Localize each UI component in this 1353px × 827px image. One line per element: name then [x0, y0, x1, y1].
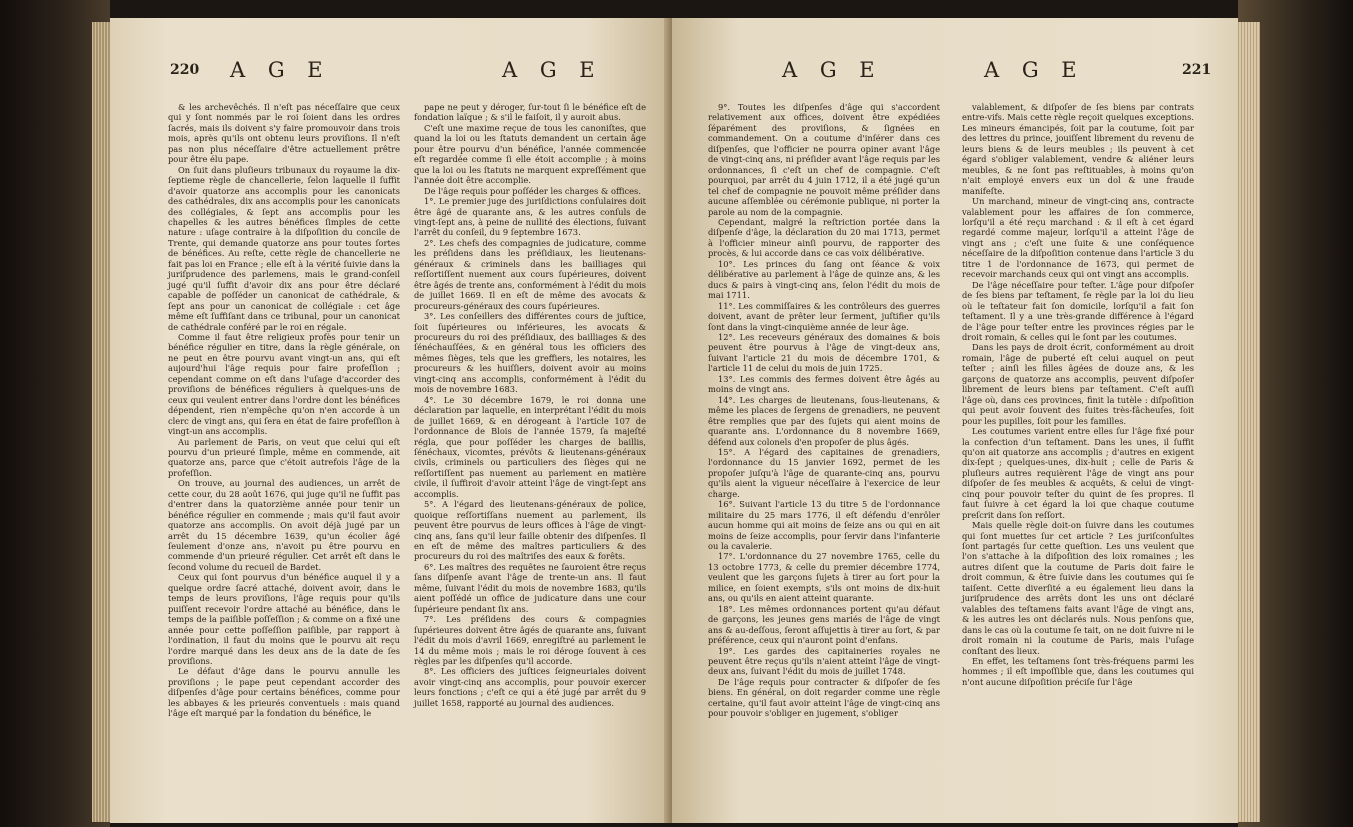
paragraph: pape ne peut y déroger, ſur-tout ſi le bénéfice eſt de fondation laïque ; & s'il le faiſoit, il y auroit abus.	[414, 102, 646, 123]
paragraph: Le défaut d'âge dans le pourvu annulle les proviſions ; le pape peut cependant accorder des diſpenſes d'âge pour certains bénéfices, comme pour les abbayes & les prieurés conventuels : mais quand l'âge eſt marqué par la fondation du bénéfice, le	[168, 666, 400, 719]
running-head: A G E	[230, 58, 331, 82]
paragraph: 10°. Les princes du ſang ont ſéance & voix délibérative au parlement à l'âge de quinze ans, & les ducs & pairs à vingt-cinq ans, ſelon l'édit du mois de mai 1711.	[708, 258, 940, 301]
running-head: A G E	[782, 58, 883, 82]
right-page-header	[672, 58, 1238, 96]
paragraph: valablement, & diſpoſer de ſes biens par contrats entre-vifs. Mais cette règle reçoit quelques exceptions. Les mineurs émancipés, ſoit par la coutume, ſoit par des lettres du prince, jouiſſent librement du revenu de leurs biens & de leurs meubles ; ils peuvent à cet égard s'obliger valablement, vendre & aliéner leurs meubles, & ne ſont pas reſtituables, à moins qu'on n'ait employé envers eux un dol & une fraude manifeſte.	[962, 102, 1194, 196]
paragraph: 9°. Toutes les diſpenſes d'âge qui s'accordent relativement aux offices, doivent être expédiées ſéparément des proviſions, & ſignées en commandement. On a coutume d'inſérer dans ces diſpenſes, que l'officier ne pourra opiner avant l'âge de vingt-cinq ans, ni préſider avant l'âge requis par les ordonnances, ſi c'eſt un chef de compagnie. C'eſt pourquoi, par arrêt du 4 juin 1712, il a été jugé qu'un tel chef de compagnie ne pouvoit même préſider dans aucune aſſemblée ou cérémonie publique, ni porter la parole au nom de la compagnie.	[708, 102, 940, 217]
paragraph: & les archevêchés. Il n'eſt pas néceſſaire que ceux qui y ſont nommés par le roi ſoient dans les ordres ſacrés, mais ils doivent s'y faire promouvoir dans trois mois, après qu'ils ont obtenu leurs proviſions. Il n'eſt pas non plus néceſſaire d'être actuellement prêtre pour être élu pape.	[168, 102, 400, 165]
paragraph: Mais quelle règle doit-on ſuivre dans les coutumes qui ſont muettes ſur cet article ? Les juriſconſultes ſont partagés ſur cette queſtion. Les uns veulent que l'on s'attache à la diſpoſition des loix romaines ; les autres diſent que la coutume de Paris doit faire le droit commun, & être ſuivie dans les coutumes qui ſe taiſent. Cette diverſité a eu également lieu dans la juriſprudence des arrêts dont les uns ont déclaré valables des teſtamens faits avant l'âge de vingt ans, & les autres les ont déclarés nuls. Nous penſons que, dans le cas où la coutume ſe tait, on ne doit ſuivre ni le droit romain ni la coutume de Paris, mais l'uſage conſtant des lieux.	[962, 520, 1194, 656]
paragraph: Au parlement de Paris, on veut que celui qui eſt pourvu d'un prieuré ſimple, même en commende, ait quatorze ans, parce que c'étoit autrefois l'âge de la profeſſion.	[168, 436, 400, 478]
left-page	[110, 18, 670, 823]
page-stack-right	[1238, 22, 1260, 822]
paragraph: 8°. Les officiers des juſtices ſeigneuriales doivent avoir vingt-cinq ans accomplis, pour pouvoir exercer leurs fonctions ; c'eſt ce qui a été jugé par arrêt du 9 juillet 1658, rapporté au journal des audiences.	[414, 666, 646, 708]
page-number: 221	[1182, 62, 1212, 78]
paragraph: 2°. Les chefs des compagnies de judicature, comme les préſidens dans les préſidiaux, les lieutenans-généraux & criminels dans les bailliages qui reſſortiſſent nuement aux cours ſupérieures, doivent être âgés de trente ans, conformément à l'édit du mois de juillet 1669. Il en eſt de même des avocats & procureurs-généraux des cours ſupérieures.	[414, 237, 646, 311]
paragraph: Comme il faut être religieux profès pour tenir un bénéfice régulier en titre, dans la règle générale, on ne peut en être pourvu avant vingt-un ans, qui eſt aujourd'hui l'âge requis pour faire profeſſion ; cependant comme on eſt dans l'uſage d'accorder des proviſions de bénéfices réguliers à quelques-uns de ceux qui veulent entrer dans l'ordre dont les bénéfices dépendent, rien n'empêche qu'on n'en accorde à un clerc de vingt ans, qui ſera en état de faire profeſſion à vingt-un ans accomplis.	[168, 331, 400, 437]
paragraph: De l'âge néceſſaire pour teſter. L'âge pour diſpoſer de ſes biens par teſtament, ſe règle par la loi du lieu où le teſtateur fait ſon domicile, lorſqu'il a fait ſon teſtament. Il y a une très-grande différence à l'égard de l'âge pour teſter entre les provinces régies par le droit romain, & celles qui le ſont par les coutumes.	[962, 279, 1194, 342]
running-head: A G E	[502, 58, 603, 82]
paragraph: 7°. Les préſidens des cours & compagnies ſupérieures doivent être âgés de quarante ans, ſuivant l'édit du mois d'avril 1669, enregiſtré au parlement le 14 du même mois ; mais le roi déroge ſouvent à ces règles par les diſpenſes qu'il accorde.	[414, 614, 646, 667]
text-column	[168, 102, 400, 719]
paragraph: Les coutumes varient entre elles ſur l'âge fixé pour la confection d'un teſtament. Dans les unes, il ſuffit qu'on ait quatorze ans accomplis ; d'autres en exigent dix-ſept ; quelques-unes, dix-huit ; celle de Paris & pluſieurs autres requièrent l'âge de vingt ans pour diſpoſer de ſes meubles & acquêts, & celui de vingt-cinq pour pouvoir teſter du quint de ſes propres. Il faut ſuivre à cet égard la loi que chaque coutume preſcrit dans ſon reſſort.	[962, 426, 1194, 520]
paragraph: 14°. Les charges de lieutenans, ſous-lieutenans, & même les places de ſergens de grenadiers, ne peuvent être remplies que par des ſujets qui aient moins de quarante ans. L'ordonnance du 8 novembre 1669, défend aux colonels d'en propoſer de plus âgés.	[708, 394, 940, 447]
paragraph: 18°. Les mêmes ordonnances portent qu'au défaut de garçons, les jeunes gens mariés de l'âge de vingt ans & au-deſſous, ſeront aſſujettis à tirer au ſort, & par préférence, ceux qui n'auront point d'enfans.	[708, 603, 940, 646]
paragraph: Dans les pays de droit écrit, conformément au droit romain, l'âge de puberté eſt celui auquel on peut teſter ; ainſi les filles âgées de douze ans, & les garçons de quatorze ans accomplis, peuvent diſpoſer librement de leurs biens par teſtament. C'eſt auſſi l'âge où, dans ces provinces, finit la tutèle : diſpoſition qui peut avoir ſouvent des ſuites très-fâcheuſes, ſoit pour les pupilles, ſoit pour les familles.	[962, 342, 1194, 426]
left-page-header	[110, 58, 670, 96]
paragraph: On trouve, au journal des audiences, un arrêt de cette cour, du 28 août 1676, qui juge qu'il ne ſuffit pas d'entrer dans la quatorzième année pour tenir un bénéfice régulier en commende ; mais qu'il faut avoir quatorze ans accomplis. On avoit déjà jugé par un arrêt du 15 décembre 1639, qu'un écolier âgé ſeulement d'onze ans, n'avoit pu être pourvu en commende d'un prieuré régulier. Cet arrêt eſt dans le ſecond volume du recueil de Bardet.	[168, 478, 400, 572]
paragraph: Un marchand, mineur de vingt-cinq ans, contracte valablement pour les affaires de ſon commerce, lorſqu'il a été reçu marchand : & il eſt à cet égard regardé comme majeur, lorſqu'il a atteint l'âge de vingt ans ; c'eſt une ſuite & une conſéquence néceſſaire de la diſpoſition contenue dans l'article 3 du titre 1 de l'ordonnance de 1673, qui permet de recevoir marchands ceux qui ont vingt ans accomplis.	[962, 196, 1194, 280]
paragraph: De l'âge requis pour poſſéder les charges & offices.	[424, 185, 641, 196]
paragraph: 15°. A l'égard des capitaines de grenadiers, l'ordonnance du 15 janvier 1692, permet de les propoſer juſqu'à l'âge de quarante-cinq ans, pourvu qu'ils aient la vigueur néceſſaire à l'exercice de leur charge.	[708, 446, 940, 499]
paragraph: 5°. A l'égard des lieutenans-généraux de police, quoique reſſortiſſans nuement au parlement, ils peuvent être pourvus de leurs offices à l'âge de vingt-cinq ans, ſans qu'il leur faille obtenir des diſpenſes. Il en eſt de même des maîtres particuliers & des procureurs du roi des maîtriſes des eaux & forêts.	[414, 499, 646, 562]
paragraph: 19°. Les gardes des capitaineries royales ne peuvent être reçus qu'ils n'aient atteint l'âge de vingt-deux ans, ſuivant l'édit du mois de juillet 1748.	[708, 645, 940, 677]
paragraph: 16°. Suivant l'article 13 du titre 5 de l'ordonnance militaire du 25 mars 1776, il eſt défendu d'enrôler aucun homme qui ait moins de ſeize ans ou qui en ait moins de ſeize accomplis, pour ſervir dans l'infanterie ou la cavalerie.	[708, 499, 940, 552]
text-column	[962, 102, 1194, 687]
paragraph: En effet, les teſtamens ſont très-fréquens parmi les hommes ; il eſt impoſſible que, dans les coutumes qui n'ont aucune diſpoſition préciſe ſur l'âge	[962, 656, 1194, 687]
paragraph: 1°. Le premier juge des juriſdictions conſulaires doit être âgé de quarante ans, & les autres conſuls de vingt-ſept ans, à peine de nullité des élections, ſuivant l'arrêt du conſeil, du 9 ſeptembre 1673.	[414, 196, 646, 238]
paragraph: 3°. Les conſeillers des différentes cours de juſtice, ſoit ſupérieures ou inférieures, les avocats & procureurs du roi des préſidiaux, des bailliages & des ſénéchauſſées, & en général tous les officiers des mêmes ſièges, tels que les greffiers, les notaires, les procureurs & les huiſſiers, doivent avoir au moins vingt-cinq ans accomplis, conformément à l'édit du mois de novembre 1683.	[414, 311, 646, 395]
paragraph: Ceux qui ſont pourvus d'un bénéfice auquel il y a quelque ordre ſacré attaché, doivent avoir, dans le temps de leurs proviſions, l'âge requis pour qu'ils puiſſent recevoir l'ordre attaché au bénéfice, dans le temps de la paiſible poſſeſſion ; & comme on a fixé une année pour cette poſſeſſion paiſible, par rapport à l'ordination, il faut du moins que le pourvu ait reçu l'ordre marqué dans les deux ans de la date de ſes proviſions.	[168, 572, 400, 667]
running-head: A G E	[984, 58, 1085, 82]
paragraph: 17°. L'ordonnance du 27 novembre 1765, celle du 13 octobre 1773, & celle du premier décembre 1774, veulent que les garçons ſujets à tirer au ſort pour la milice, en ſoient exempts, s'ils ont moins de dix-huit ans, ou qu'ils en aient atteint quarante.	[708, 551, 940, 604]
paragraph: C'eſt une maxime reçue de tous les canoniſtes, que quand la loi ou les ſtatuts demandent un certain âge pour être pourvu d'un bénéfice, l'année commencée eſt regardée comme ſi elle étoit accomplie ; à moins que la loi ou les ſtatuts ne marquent expreſſément que l'année doit être accomplie.	[414, 122, 646, 186]
paragraph: De l'âge requis pour contracter & diſpoſer de ſes biens. En général, on doit regarder comme une règle certaine, qu'il faut avoir atteint l'âge de vingt-cinq ans pour pouvoir s'obliger en jugement, s'obliger	[708, 676, 940, 719]
page-stack-left	[92, 22, 110, 822]
paragraph: 13°. Les commis des fermes doivent être âgés au moins de vingt ans.	[708, 373, 940, 395]
text-column	[414, 102, 646, 708]
text-column	[708, 102, 940, 719]
paragraph: 11°. Les commiſſaires & les contrôleurs des guerres doivent, avant de prêter leur ſerment, juſtifier qu'ils ſont dans la vingt-cinquième année de leur âge.	[708, 300, 940, 332]
right-page	[672, 18, 1238, 823]
page-number: 220	[170, 62, 200, 78]
paragraph: Cependant, malgré la reſtriction portée dans la diſpenſe d'âge, la déclaration du 20 mai 1713, permet à l'officier mineur ainſi pourvu, de rapporter des procès, & lui accorde dans ce cas voix délibérative.	[708, 216, 940, 259]
paragraph: On ſuit dans pluſieurs tribunaux du royaume la dix-ſeptieme règle de chancellerie, ſelon laquelle il ſuffit d'avoir quatorze ans accomplis pour les canonicats des cathédrales, dix ans accomplis pour les canonicats des collégiales, & ſept ans accomplis pour les chapelles & les autres bénéfices ſimples de cette nature : uſage contraire à la diſpoſition du concile de Trente, qui demande quatorze ans pour toutes ſortes de bénéfices. Au reſte, cette règle de chancellerie ne fait pas loi en France ; elle eſt à la vérité ſuivie dans la juriſprudence des parlemens, mais le grand-conſeil jugé qu'il ſuffit d'avoir dix ans pour être déclaré capable de poſſéder un canonicat de cathédrale, & ſept ans pour un canonicat de collégiale : cet âge même eſt ſuffiſant dans ce tribunal, pour un canonicat de cathédrale conféré par le roi en régale.	[168, 164, 400, 332]
paragraph: 6°. Les maîtres des requêtes ne ſauroient être reçus ſans diſpenſe avant l'âge de trente-un ans. Il faut même, ſuivant l'édit du mois de novembre 1683, qu'ils aient poſſédé un office de judicature dans une cour ſupérieure pendant ſix ans.	[414, 561, 646, 614]
paragraph: 4°. Le 30 décembre 1679, le roi donna une déclaration par laquelle, en interprétant l'édit du mois de juillet 1669, & en dérogeant à l'article 107 de l'ordonnance de Blois de l'année 1579, ſa majeſté régla, que pour poſſéder les charges de baillis, ſénéchaux, vicomtes, prévôts & lieutenans-généraux civils, criminels ou particuliers des ſièges qui ne reſſortiſſent pas nuement au parlement en matière civile, il ſuffiroit d'avoir atteint l'âge de vingt-ſept ans accomplis.	[414, 394, 646, 499]
paragraph: 12°. Les receveurs généraux des domaines & bois peuvent être pourvus à l'âge de vingt-deux ans, ſuivant l'article 21 du mois de décembre 1701, & l'article 11 de celui du mois de juin 1725.	[708, 331, 940, 374]
